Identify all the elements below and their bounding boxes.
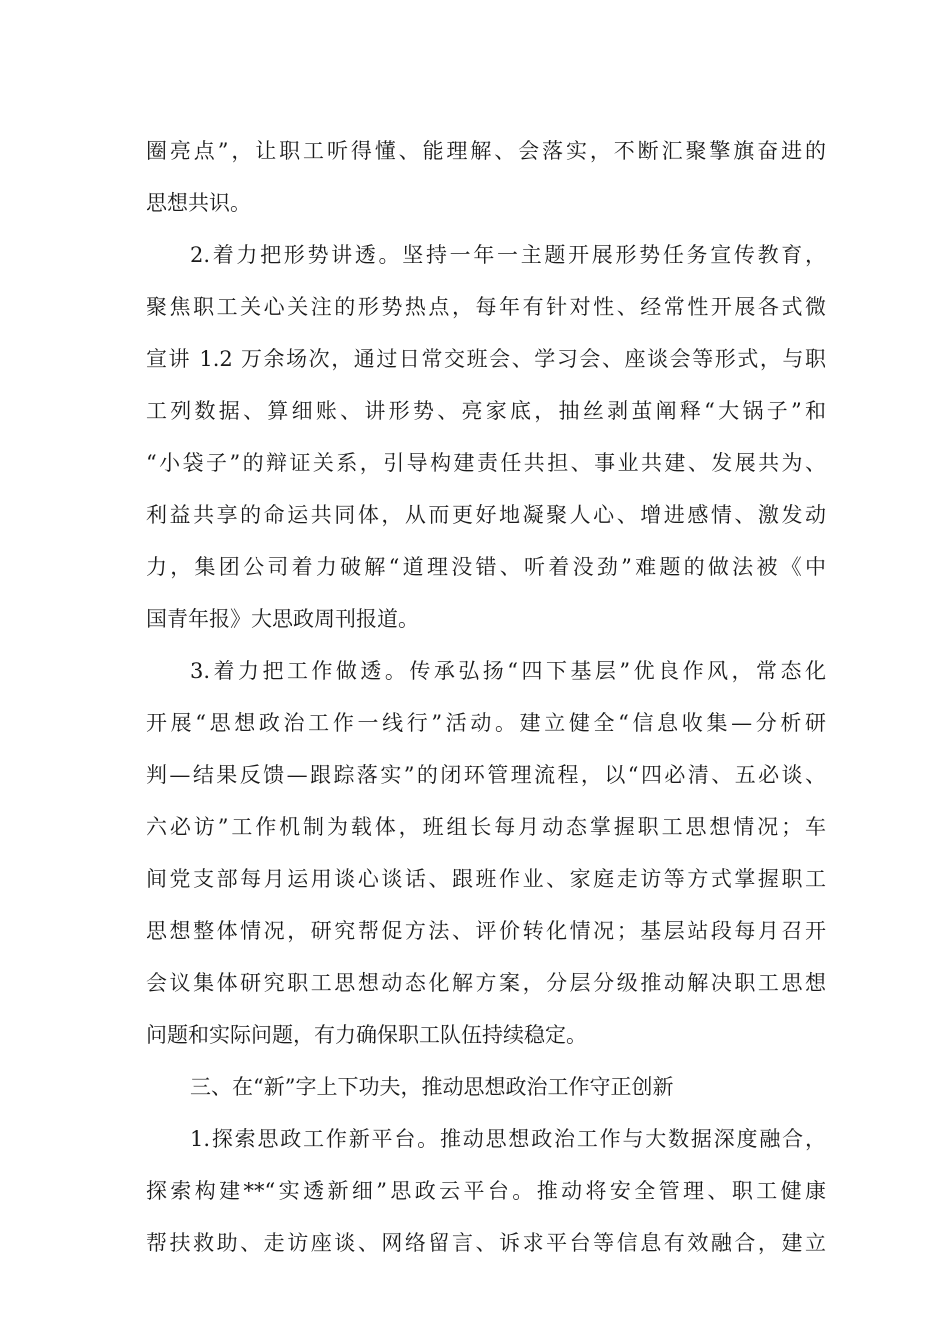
text-line: 间党支部每月运用谈心谈话、跟班作业、家庭走访等方式掌握职工 — [146, 867, 826, 891]
text-line: 思想共识。 — [146, 191, 251, 215]
text-line: 会议集体研究职工思想动态化解方案，分层分级推动解决职工思想 — [146, 971, 826, 995]
text-line: 聚焦职工关心关注的形势热点，每年有针对性、经常性开展各式微 — [146, 295, 826, 319]
section-heading: 三、在“新”字上下功夫，推动思想政治工作守正创新 — [190, 1075, 674, 1099]
text-line: 帮扶救助、走访座谈、网络留言、诉求平台等信息有效融合，建立 — [146, 1231, 826, 1255]
text-line: 思想整体情况，研究帮促方法、评价转化情况；基层站段每月召开 — [146, 919, 826, 943]
text-line: 工列数据、算细账、讲形势、亮家底，抽丝剥茧阐释“大锅子”和 — [146, 399, 826, 423]
text-line: 圈亮点”，让职工听得懂、能理解、会落实，不断汇聚擎旗奋进的 — [146, 139, 826, 163]
text-line: 国青年报》大思政周刊报道。 — [146, 607, 419, 631]
text-line: 利益共享的命运共同体，从而更好地凝聚人心、增进感情、激发动 — [146, 503, 826, 527]
text-line: 六必访”工作机制为载体，班组长每月动态掌握职工思想情况；车 — [146, 815, 826, 839]
text-line: 宣讲 1.2 万余场次，通过日常交班会、学习会、座谈会等形式，与职 — [146, 347, 826, 371]
text-line: 探索构建**“实透新细”思政云平台。推动将安全管理、职工健康 — [146, 1179, 826, 1203]
text-line: 开展“思想政治工作一线行”活动。建立健全“信息收集—分析研 — [146, 711, 826, 735]
text-line: 问题和实际问题，有力确保职工队伍持续稳定。 — [146, 1023, 587, 1047]
text-line: 判—结果反馈—跟踪落实”的闭环管理流程，以“四必清、五必谈、 — [146, 763, 826, 787]
paragraph-heading-line: 3.着力把工作做透。传承弘扬“四下基层”优良作风，常态化 — [190, 659, 826, 683]
paragraph-heading-line: 1.探索思政工作新平台。推动思想政治工作与大数据深度融合， — [190, 1127, 826, 1151]
text-line: 力，集团公司着力破解“道理没错、听着没劲”难题的做法被《中 — [146, 555, 826, 579]
paragraph-heading-line: 2.着力把形势讲透。坚持一年一主题开展形势任务宣传教育， — [190, 243, 826, 267]
text-line: “小袋子”的辩证关系，引导构建责任共担、事业共建、发展共为、 — [146, 451, 826, 475]
